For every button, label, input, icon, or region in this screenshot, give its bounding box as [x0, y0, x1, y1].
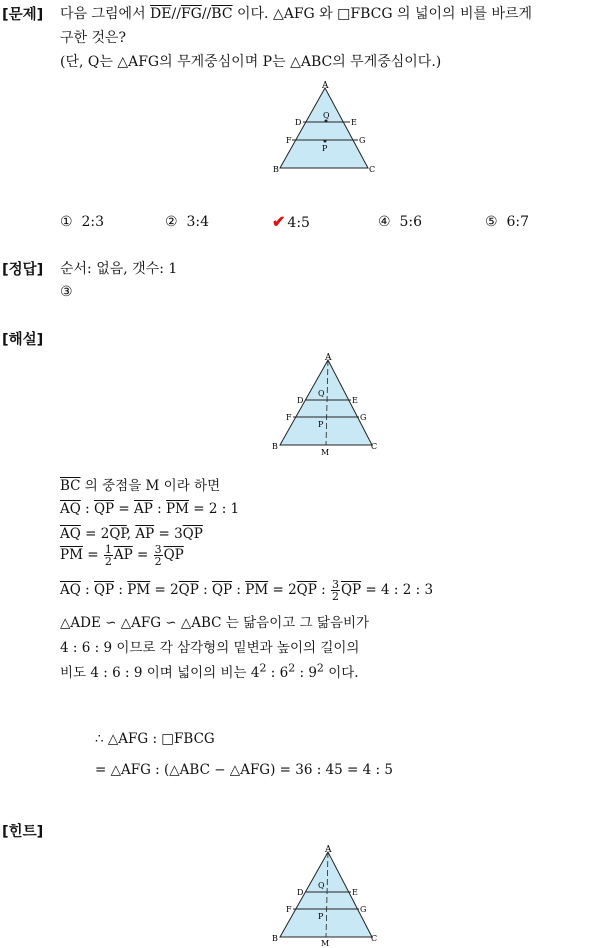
fraction-numerator: 3: [154, 543, 162, 556]
superscript: 2: [316, 661, 324, 675]
label-b: B: [273, 165, 279, 174]
math-segment: $\overline{QP}$: [163, 547, 184, 563]
segment-bc: $\overline{BC}$: [211, 6, 233, 22]
math-segment: $\overline{AQ}$: [60, 526, 81, 542]
explanation-line-7: 4 : 6 : 9 이므로 각 삼각형의 밑변과 높이의 길이의: [60, 640, 360, 656]
math-op: = 2: [80, 526, 110, 542]
math-op: :: [232, 582, 246, 598]
label-p: P: [318, 912, 324, 921]
label-p: P: [318, 420, 324, 429]
math-op: = 2: [268, 582, 297, 598]
math-op: = 4 : 2 : 3: [361, 582, 434, 598]
answer-meta: 순서: 없음, 갯수: 1: [60, 261, 178, 277]
math-segment: $\overline{QP}$: [211, 582, 233, 598]
explanation-text: : 6: [266, 665, 289, 681]
point-p: [324, 140, 327, 143]
label-c: C: [371, 934, 378, 943]
segment-fg: $\overline{FG}$: [180, 6, 202, 22]
choice-3[interactable]: [272, 212, 310, 231]
math-op: =: [82, 547, 103, 563]
choice-text: 6:7: [506, 214, 529, 230]
label-e: E: [352, 888, 358, 897]
explanation-line-6: △ADE ∽ △AFG ∽ △ABC 는 닮음이고 그 닮음비가: [60, 615, 370, 631]
math-op: =: [132, 547, 153, 563]
hint-triangle-figure: [268, 842, 380, 948]
label-b: B: [272, 442, 278, 451]
label-d: D: [297, 396, 304, 405]
label-p: P: [322, 144, 328, 153]
parallel-sign: //: [201, 6, 212, 22]
label-q: Q: [323, 111, 330, 120]
fraction-three-halves: [331, 579, 340, 602]
math-segment: $\overline{QP}$: [340, 582, 362, 598]
label-e: E: [352, 396, 358, 405]
question-tag: [문제]: [2, 7, 44, 23]
math-segment: $\overline{AP}$: [134, 501, 153, 517]
label-q: Q: [318, 389, 325, 398]
fraction-numerator: 1: [104, 543, 112, 556]
choice-4[interactable]: [378, 214, 422, 230]
label-d: D: [297, 888, 304, 897]
superscript: 2: [259, 661, 267, 675]
segment-de: $\overline{DE}$: [150, 6, 172, 22]
math-segment: $\overline{PM}$: [245, 582, 269, 598]
label-g: G: [360, 905, 367, 914]
math-segment: $\overline{QP}$: [182, 526, 203, 542]
math-segment: $\overline{QP}$: [93, 501, 115, 517]
explanation-line-4: [60, 544, 184, 567]
answer-tag: [정답]: [2, 262, 44, 278]
label-g: G: [360, 413, 367, 422]
question-text: 다음 그림에서: [60, 6, 151, 22]
choice-number: ①: [60, 214, 73, 230]
answer-value: ③: [60, 284, 73, 300]
math-segment: $\overline{AP}$: [113, 547, 133, 563]
label-m: M: [321, 939, 330, 948]
math-op: ,: [126, 526, 136, 542]
fraction-numerator: 3: [331, 578, 339, 591]
explanation-text: 비도 4 : 6 : 9 이며 넓이의 비는 4: [60, 665, 260, 681]
question-condition: (단, Q는 △AFG의 무게중심이며 P는 △ABC의 무게중심이다.): [60, 54, 442, 70]
hint-tag: [힌트]: [2, 824, 44, 840]
choice-text: 2:3: [81, 214, 104, 230]
label-a: A: [325, 845, 332, 855]
math-op: = 2: [150, 582, 179, 598]
superscript: 2: [288, 661, 296, 675]
explanation-text: : 9: [295, 665, 317, 681]
choice-text: 5:6: [399, 214, 422, 230]
label-m: M: [321, 448, 330, 457]
label-c: C: [371, 442, 378, 451]
label-a: A: [322, 81, 329, 91]
math-segment: $\overline{QP}$: [93, 582, 115, 598]
math-segment: $\overline{PM}$: [127, 582, 151, 598]
math-op: =: [114, 501, 135, 517]
question-triangle-figure: [268, 80, 378, 175]
explanation-text: 이다.: [323, 665, 359, 681]
math-segment: $\overline{AQ}$: [60, 501, 81, 517]
label-a: A: [325, 353, 332, 363]
math-op: = 3: [154, 526, 183, 542]
math-segment: $\overline{AQ}$: [60, 582, 81, 598]
conclusion-line-2: = △AFG : (△ABC − △AFG) = 36 : 45 = 4 : 5: [95, 762, 393, 778]
math-op: :: [316, 582, 330, 598]
math-segment: $\overline{QP}$: [296, 582, 317, 598]
math-segment: $\overline{PM}$: [166, 501, 189, 517]
explanation-tag: [해설]: [2, 332, 44, 348]
check-mark-icon: ✔: [272, 212, 286, 231]
conclusion-line-1: ∴ △AFG : □FBCG: [95, 731, 215, 747]
choice-text: 4:5: [287, 215, 310, 231]
choice-2[interactable]: [165, 214, 209, 230]
question-line-1: [60, 3, 532, 23]
question-text: 이다. △AFG 와 □FBCG 의 넓이의 비를 바르게: [232, 6, 533, 22]
math-op: :: [80, 501, 94, 517]
choice-text: 3:4: [186, 214, 209, 230]
parallel-sign: //: [171, 6, 181, 22]
choice-number: ⑤: [485, 214, 498, 230]
math-segment: $\overline{QP}$: [178, 582, 199, 598]
math-op: = 2 : 1: [188, 501, 240, 517]
explanation-line-5: [60, 579, 433, 602]
fraction-one-half: [104, 544, 113, 567]
math-segment: $\overline{PM}$: [60, 547, 83, 563]
fraction-denominator: 2: [104, 555, 112, 568]
choice-1[interactable]: [60, 214, 104, 230]
explanation-line-1: [60, 474, 220, 494]
question-line-2: 구한 것은?: [60, 30, 127, 46]
fraction-denominator: 2: [331, 590, 339, 603]
label-c: C: [369, 165, 376, 174]
choice-number: ④: [378, 214, 391, 230]
explanation-line-3: [60, 526, 203, 542]
label-f: F: [286, 905, 292, 914]
math-segment: $\overline{QP}$: [109, 526, 127, 542]
choice-number: ②: [165, 214, 178, 230]
math-op: :: [152, 501, 167, 517]
segment-bc: $\overline{BC}$: [60, 478, 81, 494]
label-e: E: [351, 118, 357, 127]
fraction-denominator: 2: [154, 555, 162, 568]
explanation-line-2: [60, 501, 239, 517]
label-f: F: [286, 136, 292, 145]
label-d: D: [295, 118, 302, 127]
fraction-three-halves: [154, 544, 163, 567]
choice-5[interactable]: [485, 214, 529, 230]
math-op: :: [80, 582, 94, 598]
triangle-abc: [280, 88, 368, 168]
explanation-triangle-figure: [268, 350, 380, 458]
math-op: :: [198, 582, 212, 598]
explanation-text: 의 중점을 M 이라 하면: [80, 478, 221, 494]
label-f: F: [286, 413, 292, 422]
math-op: :: [114, 582, 128, 598]
label-b: B: [272, 934, 278, 943]
explanation-line-8: [60, 661, 359, 681]
math-segment: $\overline{AP}$: [135, 526, 155, 542]
label-g: G: [359, 136, 366, 145]
label-q: Q: [318, 881, 325, 890]
